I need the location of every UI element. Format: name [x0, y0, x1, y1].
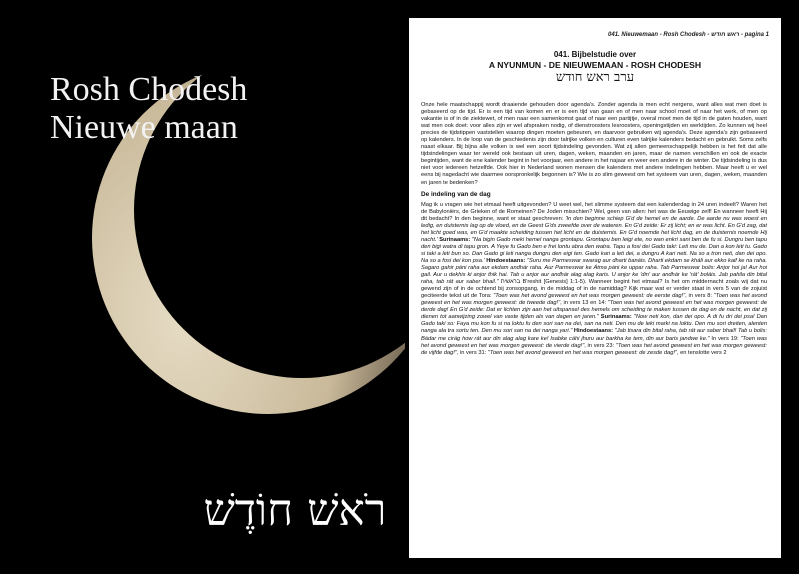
quote-span: "Jab tisara din bital raha, tab rát aur saber bhail! Tab u bolis: Bádar me cirág how rát aur din alag alag kare ke! Isabke cáhi jhuru aur barkha ke tem, din aur baris jandwe ke.": [421, 328, 767, 342]
study-title: [409, 50, 781, 86]
text-span: , in vers 23:: [584, 342, 616, 349]
label-span: Hindoestaans:: [572, 328, 615, 335]
quote-span: "Now neti kon, dan dei opo. A di fu dri dei psa! Dan Gado taki so: Faya mu kon fu si na loktu fu den sori san na dei, san na neti. Den mu de leki marki na loktu. Den mu sori dreiten, alenten nanga ala tra sortu ten. Den mu sori san na dei nanga yari.": [421, 314, 768, 335]
document-page: [409, 18, 781, 558]
text-span: , in vers 31:: [456, 349, 488, 356]
paragraph-intro: Onze hele maatschappij wordt draaiende gehouden door agenda's. Zonder agenda is men echt nergens, want alles wat men doet is gebaseerd op de tijd. Er is een tijd van komen en er is een tijd van gaan en of men naar school moet of naar het werk, of men op vakantie is of in de ziektewet, of men naar een samenkomst gaat of naar een partijtje, overal moet men de tijd in de gaten houden, want wat men ook doet: voor alles zijn er wel afspraken nodig, of dienstroosters lesroosters, openingstijden en werktijden. Zo kunnen wij heel precies de tijdstippen vaststellen waarop dingen moeten gebeuren, en daarvoor gebruiken wij agenda's. Deze agenda's zijn gebaseerd op kalenders. In de loop van de geschiedenis zijn door talrijke volken en culturen even talrijke kalenders bedacht en gebruikt. Soms zelfs naast elkaar. Bij bijna alle volken is wel een soort tijdsindeling gevonden. Wat zij allen gemeenschappelijk hebben is het feit dat alle tijdsindelingen waar ter wereld ook bestaan uit uren, dagen, weken, maanden en jaren, maar de namen verschillen en ook de exacte begintijden, want de ene kalender begint in het voorjaar, een andere in het najaar en weer een andere in de winter. De tijdsindeling is dus niet voor iedereen hetzelfde. Ook hier in Nederland wonen mensen die kalenders met andere indelingen hebben. Maar heeft u er wel eens bij nagedacht wie daarmee oorspronkelijk begonnen is? Wie is zo slim geweest om het systeem van uren, dagen, weken, maanden en jaren te bedenken?: [421, 102, 767, 186]
text-span: , in vers 8:: [685, 293, 714, 300]
quote-span: 'In den beginne schiep G'd de hemel en de aarde. De aarde nu was woest en ledig, en duisternis lag op de vloed, en de Geest G'ds zweefde over de wateren. En G'd zeide: Er zij licht; en er was licht. En G'd zag, dat het licht goed was, en G'd maakte scheiding tussen het licht en de duisternis. En G'd noemde het licht dag, en de duisternis noemde Hij nacht.': [421, 215, 767, 243]
quote-span: "Suru me Parmeswar swarag aur dharti banáis. Dharti ekdam se kháli aur ekko kaif ke na raha. Sagaro gahir páni raha aur ekdam andhár raha. Aur Parmeswar ke Átma páni ke uppar raha. Tab Parmeswar bolis: Anjor hoi ja! Aur hoi gail. Aur u dekhis ki anjor thik hai. Tab u anjor aur andhár alag alag karis. U anjor ke 'din' aur andhár ke 'rát' boláis. Jab pahila din bital raha, tab rát aur saber bhail.": [421, 257, 767, 286]
study-title-hebrew: ערב ראש חודש: [555, 70, 635, 85]
quote-span: "Toen was het avond geweest en het was morgen geweest: de eerste dag!": [493, 293, 686, 300]
label-span: Surinaams:: [598, 314, 634, 321]
label-span: Hindoestaans:: [484, 257, 527, 264]
text-span: , en tenslotte vers 2: [676, 349, 727, 356]
section-heading: De indeling van de dag: [421, 190, 491, 198]
study-title-line2: A NYUNMUN - DE NIEUWEMAAN - ROSH CHODESH: [488, 60, 702, 70]
paragraph-day-division: [421, 202, 767, 357]
quote-span: "Toen was het avond geweest en het was morgen geweest: de vierde dag!": [421, 335, 768, 349]
text-span: In vers 19:: [709, 335, 741, 342]
cover-title-line1: Rosh Chodesh: [50, 71, 248, 108]
label-span: Surinaams:: [437, 236, 472, 243]
cover-title-line2: Nieuwe maan: [50, 109, 238, 146]
quote-span: "Toen was het avond geweest en het was morgen geweest: de tweede dag!": [421, 293, 767, 307]
study-title-line1: 041. Bijbelstudie over: [553, 50, 637, 59]
page-header: 041. Nieuwemaan - Rosh Chodesh - ראש חודש - pagina 1: [608, 32, 769, 38]
text-span: Mag ik u vragen wie het etmaal heeft uitgevonden? U weet wel, het slimme systeem dat een kalenderdag in 24 uren indeelt? Waren het de Babyloniërs, de Grieken of de Romeinen? De Joden misschien? Wel, geen van allen: het was de Eeuwige zelf! En wanneer heeft Hij dit bedacht? In den beginne, want er staat geschreven:: [421, 201, 767, 222]
cover-hebrew-title: רֹאשׁ חוֹדֶשׁ: [203, 485, 387, 536]
quote-span: "Toen was het avond geweest en het was morgen geweest: de vijfde dag!": [421, 342, 767, 356]
text-span: בראשית B'reshit [Genesis] 1:1-5). Wanneer begint het etmaal? Is het om middernacht zoals wij dat nu gewend zijn of in de ochtend bij zonsopgang, in de middag of in de namiddag? Kijk maar wat er verder staat in vers 5 van de zojuist geciteerde tekst uit de Tora:: [421, 279, 767, 300]
quote-span: "Na bigin Gado meki hemel nanga grontapu. Grontapu ben leigi ete, no wan enkri sani ben de fu si. Dungru ben tapu den bigi watra di tapu gron. A Yeye fu Gado ben e frei lontu abra den watra. Tapu a fosi dei Gado taki: Leti mu de. Dan a kon leti tu. Gado si taki a leti bun so. Dan Gado gi leti nanga dungru den eigi ten. Gado kari a leti dei, a dungru A kari neti. Na so a tron neti, dan dei opo. Na so a fosi dei kon psa.': [421, 236, 767, 264]
quote-span: "Toen was het avond geweest en het was morgen geweest: de zesde dag!": [487, 349, 677, 356]
quote-span: "Toen was het avond geweest en het was morgen geweest: de derde dag! En G'd zeide: Dat er lichten zijn aan het uitspansel des hemels om scheiding te maken tussen de dag en de nacht, en dat zij dienen tot aanwijzing zowel van vaste tijden als van dagen en jaren.": [421, 300, 767, 321]
text-span: , in vers 13 en 14:: [560, 300, 608, 307]
body-text: [421, 102, 767, 361]
